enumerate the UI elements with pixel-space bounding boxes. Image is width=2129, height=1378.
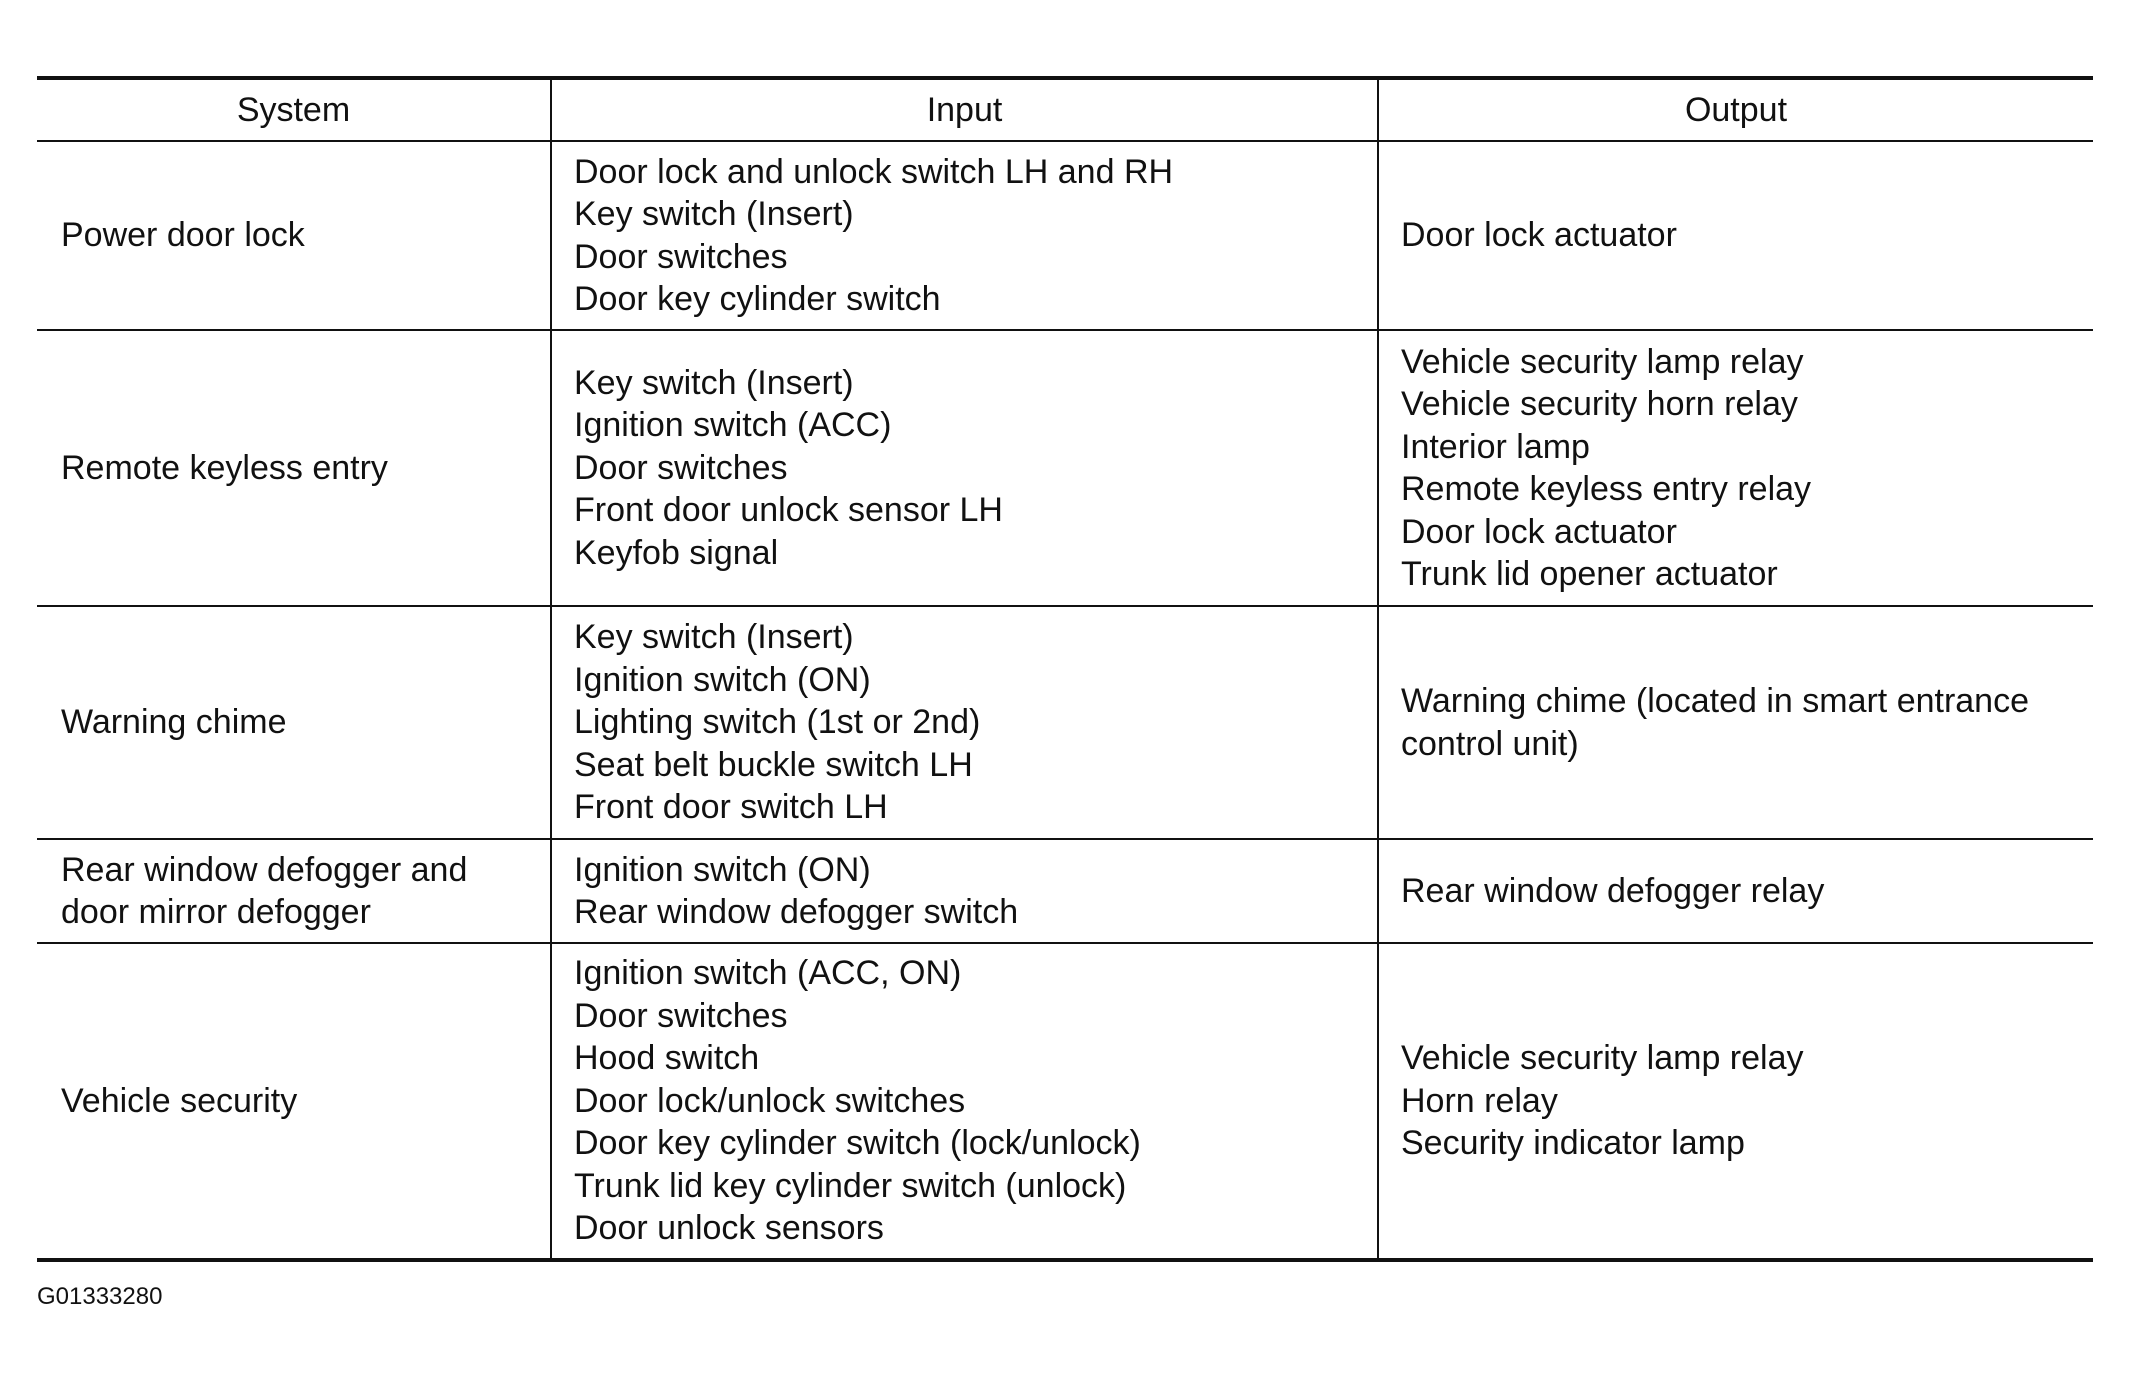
input-item: Keyfob signal [574, 533, 779, 572]
table-row [37, 141, 2093, 330]
input-item: Ignition switch (ACC) [574, 406, 892, 445]
input-item: Ignition switch (ACC, ON) [574, 954, 962, 993]
table-row [37, 943, 2093, 1260]
header-output: Output [1378, 78, 2093, 141]
system-name-line: Rear window defogger and [61, 850, 468, 889]
output-item: Interior lamp [1401, 427, 1590, 466]
system-io-table [37, 76, 2093, 1262]
output-cell [1378, 141, 2093, 330]
output-cell [1378, 606, 2093, 839]
output-item: Vehicle security horn relay [1401, 385, 1798, 423]
system-name: Remote keyless entry [61, 448, 388, 487]
output-cell [1378, 839, 2093, 943]
system-cell [37, 141, 551, 330]
input-item: Door unlock sensors [574, 1209, 884, 1248]
output-item: Vehicle security lamp relay [1401, 342, 1804, 381]
table-row [37, 606, 2093, 839]
output-cell [1378, 330, 2093, 606]
header-input: Input [551, 78, 1378, 141]
input-item: Door switches [574, 448, 788, 487]
table-row [37, 330, 2093, 606]
input-item: Front door unlock sensor LH [574, 491, 1003, 530]
output-item: Door lock actuator [1401, 512, 1677, 551]
output-item: Rear window defogger relay [1401, 871, 1825, 910]
output-item: Warning chime (located in smart entrance control unit) [1401, 682, 2030, 763]
output-item: Door lock actuator [1401, 216, 1677, 255]
system-cell [37, 606, 551, 839]
input-item: Door key cylinder switch [574, 280, 941, 318]
output-item: Remote keyless entry relay [1401, 470, 1812, 508]
input-cell [551, 330, 1378, 606]
header-row [37, 78, 2093, 141]
system-cell [37, 839, 551, 943]
output-item: Horn relay [1401, 1081, 1558, 1120]
input-item: Door switches [574, 237, 788, 276]
output-cell [1378, 943, 2093, 1260]
input-item: Hood switch [574, 1039, 760, 1078]
input-item: Key switch (Insert) [574, 363, 854, 402]
figure-id: G01333280 [37, 1283, 163, 1310]
input-item: Key switch (Insert) [574, 195, 854, 233]
input-cell [551, 839, 1378, 943]
system-cell [37, 330, 551, 606]
input-cell [551, 606, 1378, 839]
input-item: Ignition switch (ON) [574, 850, 871, 889]
input-item: Door switches [574, 996, 788, 1035]
output-item: Vehicle security lamp relay [1401, 1039, 1804, 1078]
input-item: Seat belt buckle switch LH [574, 745, 973, 784]
system-name-line: door mirror defogger [61, 893, 371, 931]
system-name: Power door lock [61, 216, 305, 255]
input-item: Key switch (Insert) [574, 618, 854, 657]
input-item: Front door switch LH [574, 788, 888, 827]
input-item: Door key cylinder switch (lock/unlock) [574, 1124, 1141, 1163]
system-io-table-container [37, 76, 2093, 1262]
table-row [37, 839, 2093, 943]
output-item: Security indicator lamp [1401, 1124, 1745, 1163]
input-cell [551, 141, 1378, 330]
header-system: System [236, 90, 351, 129]
system-name: Vehicle security [61, 1081, 298, 1120]
system-cell [37, 943, 551, 1260]
input-item: Rear window defogger switch [574, 893, 1019, 931]
input-item: Door lock and unlock switch LH and RH [574, 152, 1174, 191]
input-cell [551, 943, 1378, 1260]
input-item: Ignition switch (ON) [574, 660, 871, 699]
system-name: Warning chime [61, 703, 287, 742]
input-item: Lighting switch (1st or 2nd) [574, 703, 981, 742]
input-item: Trunk lid key cylinder switch (unlock) [574, 1166, 1127, 1205]
input-item: Door lock/unlock switches [574, 1081, 966, 1120]
output-item: Trunk lid opener actuator [1401, 555, 1778, 593]
